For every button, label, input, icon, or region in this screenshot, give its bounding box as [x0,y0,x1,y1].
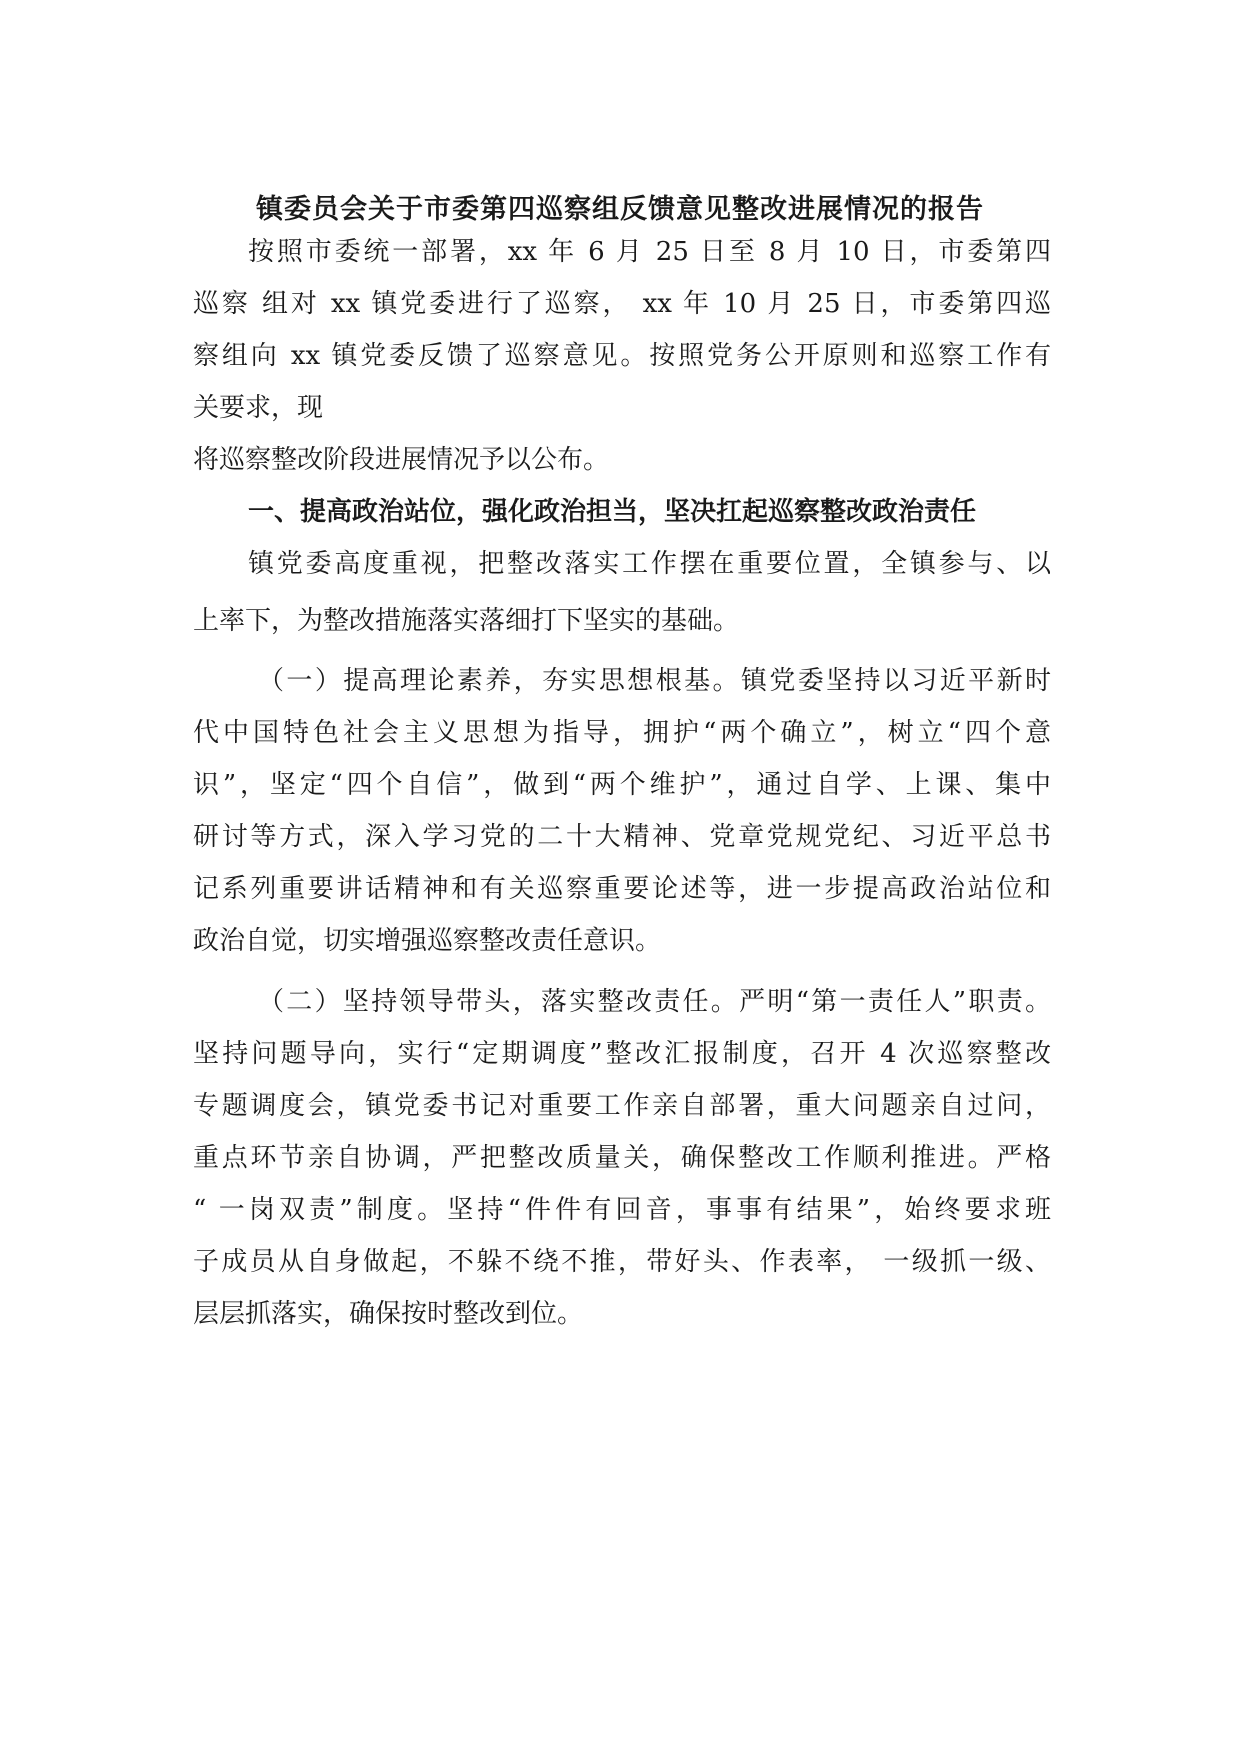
item-2-line-4: 重点环节亲自协调，严把整改质量关，确保整改工作顺利推进。严格 [193,1143,1051,1173]
item-1-line-6: 政治自觉，切实增强巡察整改责任意识。 [193,926,662,956]
intro-line-5: 将巡察整改阶段进展情况予以公布。 [193,445,610,475]
item-2-line-2: 坚持问题导向，实行“定期调度”整改汇报制度，召开 4 次巡察整改 [193,1039,1051,1069]
item-1-line-2: 代中国特色社会主义思想为指导，拥护“两个确立”，树立“四个意 [193,718,1051,748]
intro-line-3: 察组向 xx 镇党委反馈了巡察意见。按照党务公开原则和巡察工作有 [193,341,1051,371]
intro-line-2: 巡察 组对 xx 镇党委进行了巡察， xx 年 10 月 25 日，市委第四巡 [193,289,1051,319]
item-2-line-1: （二）坚持领导带头，落实整改责任。严明“第一责任人”职责。 [258,987,1051,1017]
item-2-line-3: 专题调度会，镇党委书记对重要工作亲自部署，重大问题亲自过问， [193,1091,1051,1121]
item-1-line-3: 识”，坚定“四个自信”，做到“两个维护”，通过自学、上课、集中 [193,770,1051,800]
item-2-line-7: 层层抓落实，确保按时整改到位。 [193,1299,584,1329]
section-1-line-2: 上率下，为整改措施落实落细打下坚实的基础。 [193,606,740,636]
item-1-line-4: 研讨等方式，深入学习党的二十大精神、党章党规党纪、习近平总书 [193,822,1051,852]
item-2-line-5: “ 一岗双责”制度。坚持“件件有回音，事事有结果”，始终要求班 [193,1195,1051,1225]
intro-line-4: 关要求，现 [193,393,324,423]
item-2-line-6: 子成员从自身做起，不躲不绕不推，带好头、作表率， 一级抓一级、 [193,1247,1051,1277]
intro-line-1: 按照市委统一部署，xx 年 6 月 25 日至 8 月 10 日，市委第四 [248,237,1051,267]
document-title: 镇委员会关于市委第四巡察组反馈意见整改进展情况的报告 [256,194,984,225]
section-1-heading: 一、提高政治站位，强化政治担当，坚决扛起巡察整改政治责任 [248,497,977,527]
item-1-line-1: （一）提高理论素养，夯实思想根基。镇党委坚持以习近平新时 [258,666,1051,696]
section-1-line-1: 镇党委高度重视，把整改落实工作摆在重要位置，全镇参与、以 [248,549,1051,579]
item-1-line-5: 记系列重要讲话精神和有关巡察重要论述等，进一步提高政治站位和 [193,874,1051,904]
